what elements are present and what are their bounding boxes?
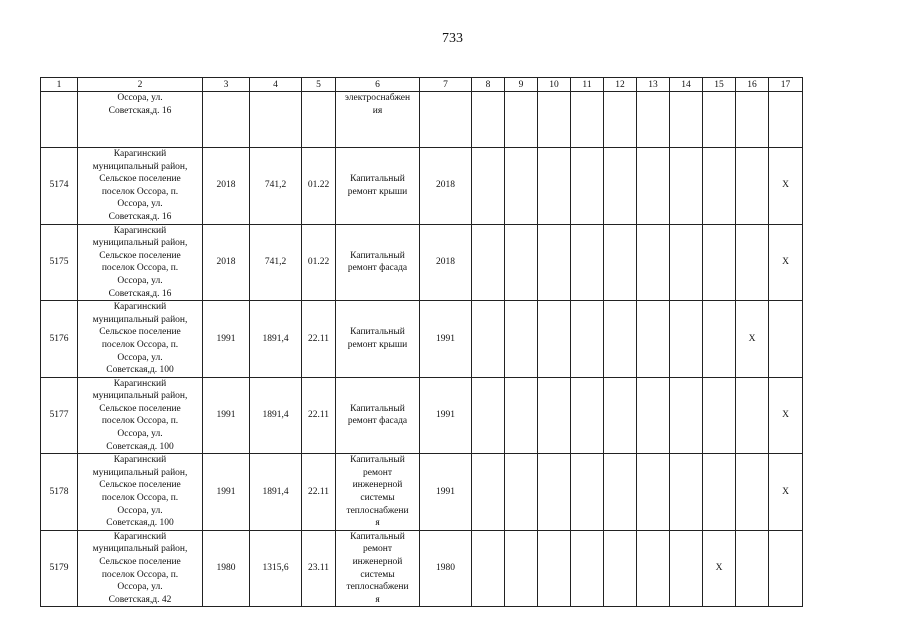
column-number: 16 [736,78,769,92]
cell-code: 01.22 [302,224,336,301]
cell-area: 1891,4 [250,377,302,454]
cell-code: 23.11 [302,530,336,607]
register-table [40,77,803,607]
cell-empty [604,454,637,531]
cell-empty [505,301,538,378]
cell-empty [736,92,769,148]
cell-year [203,92,250,148]
column-number: 1 [41,78,78,92]
cell-empty [505,530,538,607]
cell-empty [505,92,538,148]
cell-empty [538,377,571,454]
cell-empty [604,148,637,225]
column-number: 3 [203,78,250,92]
cell-empty [604,224,637,301]
cell-empty [538,148,571,225]
cell-empty [472,301,505,378]
cell-empty [505,377,538,454]
table-row [41,224,803,301]
column-number: 4 [250,78,302,92]
cell-empty [571,530,604,607]
cell-mark-16 [736,530,769,607]
cell-empty [604,301,637,378]
cell-area: 1891,4 [250,301,302,378]
cell-year: 2018 [203,148,250,225]
table-row [41,377,803,454]
cell-plan-year [420,92,472,148]
cell-code: 22.11 [302,301,336,378]
cell-empty [670,377,703,454]
cell-num: 5176 [41,301,78,378]
cell-empty [571,454,604,531]
cell-empty [604,92,637,148]
cell-mark-15 [703,454,736,531]
cell-empty [472,224,505,301]
cell-mark-15 [703,377,736,454]
cell-num [41,92,78,148]
cell-empty [571,148,604,225]
cell-mark-16: X [736,301,769,378]
cell-area: 741,2 [250,224,302,301]
cell-work: Капитальный ремонт фасада [336,377,420,454]
cell-empty [472,530,505,607]
cell-plan-year: 2018 [420,148,472,225]
cell-mark-15 [703,224,736,301]
cell-empty [769,92,803,148]
cell-empty [670,530,703,607]
cell-work: Капитальный ремонт инженерной системы теплоснабжени я [336,454,420,531]
cell-address: Карагинский муниципальный район, Сельское поселение поселок Оссора, п. Оссора, ул. Советская,д. 16 [78,148,203,225]
cell-empty [571,377,604,454]
cell-code: 01.22 [302,148,336,225]
cell-empty [538,454,571,531]
cell-code [302,92,336,148]
cell-empty [505,454,538,531]
column-number: 10 [538,78,571,92]
cell-mark-17 [769,530,803,607]
column-number: 11 [571,78,604,92]
cell-empty [637,377,670,454]
cell-mark-17: X [769,148,803,225]
cell-address: Оссора, ул. Советская,д. 16 [78,92,203,148]
cell-area: 1891,4 [250,454,302,531]
continued-row [41,92,803,148]
table-row [41,148,803,225]
cell-mark-17: X [769,377,803,454]
cell-work: Капитальный ремонт крыши [336,148,420,225]
cell-code: 22.11 [302,377,336,454]
cell-num: 5179 [41,530,78,607]
cell-year: 1991 [203,454,250,531]
cell-year: 1980 [203,530,250,607]
cell-address: Карагинский муниципальный район, Сельское поселение поселок Оссора, п. Оссора, ул. Советская,д. 42 [78,530,203,607]
cell-mark-16 [736,148,769,225]
cell-empty [571,92,604,148]
cell-area [250,92,302,148]
cell-year: 1991 [203,377,250,454]
cell-year: 1991 [203,301,250,378]
column-number: 13 [637,78,670,92]
column-number: 15 [703,78,736,92]
cell-mark-15 [703,148,736,225]
cell-year: 2018 [203,224,250,301]
cell-empty [604,530,637,607]
cell-empty [670,224,703,301]
column-number: 2 [78,78,203,92]
cell-empty [472,454,505,531]
column-number: 6 [336,78,420,92]
cell-empty [472,148,505,225]
cell-empty [637,301,670,378]
column-number: 9 [505,78,538,92]
column-number-row [41,78,803,92]
cell-mark-17: X [769,224,803,301]
cell-address: Карагинский муниципальный район, Сельское поселение поселок Оссора, п. Оссора, ул. Советская,д. 16 [78,224,203,301]
table-row [41,301,803,378]
cell-empty [637,92,670,148]
column-number: 7 [420,78,472,92]
cell-empty [505,148,538,225]
cell-address: Карагинский муниципальный район, Сельское поселение поселок Оссора, п. Оссора, ул. Советская,д. 100 [78,454,203,531]
column-number: 14 [670,78,703,92]
cell-empty [505,224,538,301]
column-number: 12 [604,78,637,92]
cell-mark-16 [736,224,769,301]
cell-empty [538,301,571,378]
cell-work: Капитальный ремонт крыши [336,301,420,378]
cell-work: электроснабжен ия [336,92,420,148]
cell-empty [670,148,703,225]
cell-empty [604,377,637,454]
cell-plan-year: 2018 [420,224,472,301]
cell-empty [703,92,736,148]
cell-area: 1315,6 [250,530,302,607]
cell-plan-year: 1991 [420,377,472,454]
cell-empty [538,224,571,301]
cell-empty [571,224,604,301]
cell-mark-15: X [703,530,736,607]
cell-work: Капитальный ремонт инженерной системы теплоснабжени я [336,530,420,607]
cell-empty [637,148,670,225]
cell-empty [670,301,703,378]
column-number: 8 [472,78,505,92]
table-row [41,454,803,531]
cell-mark-17 [769,301,803,378]
page-number: 733 [442,31,463,46]
cell-num: 5177 [41,377,78,454]
cell-empty [637,454,670,531]
cell-plan-year: 1980 [420,530,472,607]
cell-empty [670,92,703,148]
cell-plan-year: 1991 [420,454,472,531]
cell-mark-16 [736,454,769,531]
cell-empty [538,92,571,148]
cell-code: 22.11 [302,454,336,531]
cell-empty [670,454,703,531]
cell-mark-17: X [769,454,803,531]
cell-empty [538,530,571,607]
cell-num: 5174 [41,148,78,225]
cell-empty [472,92,505,148]
cell-plan-year: 1991 [420,301,472,378]
column-number: 5 [302,78,336,92]
cell-num: 5175 [41,224,78,301]
cell-address: Карагинский муниципальный район, Сельское поселение поселок Оссора, п. Оссора, ул. Советская,д. 100 [78,377,203,454]
cell-address: Карагинский муниципальный район, Сельское поселение поселок Оссора, п. Оссора, ул. Советская,д. 100 [78,301,203,378]
column-number: 17 [769,78,803,92]
cell-mark-15 [703,301,736,378]
cell-empty [637,530,670,607]
cell-mark-16 [736,377,769,454]
cell-area: 741,2 [250,148,302,225]
cell-empty [637,224,670,301]
cell-num: 5178 [41,454,78,531]
cell-empty [472,377,505,454]
cell-empty [571,301,604,378]
cell-work: Капитальный ремонт фасада [336,224,420,301]
table-row [41,530,803,607]
